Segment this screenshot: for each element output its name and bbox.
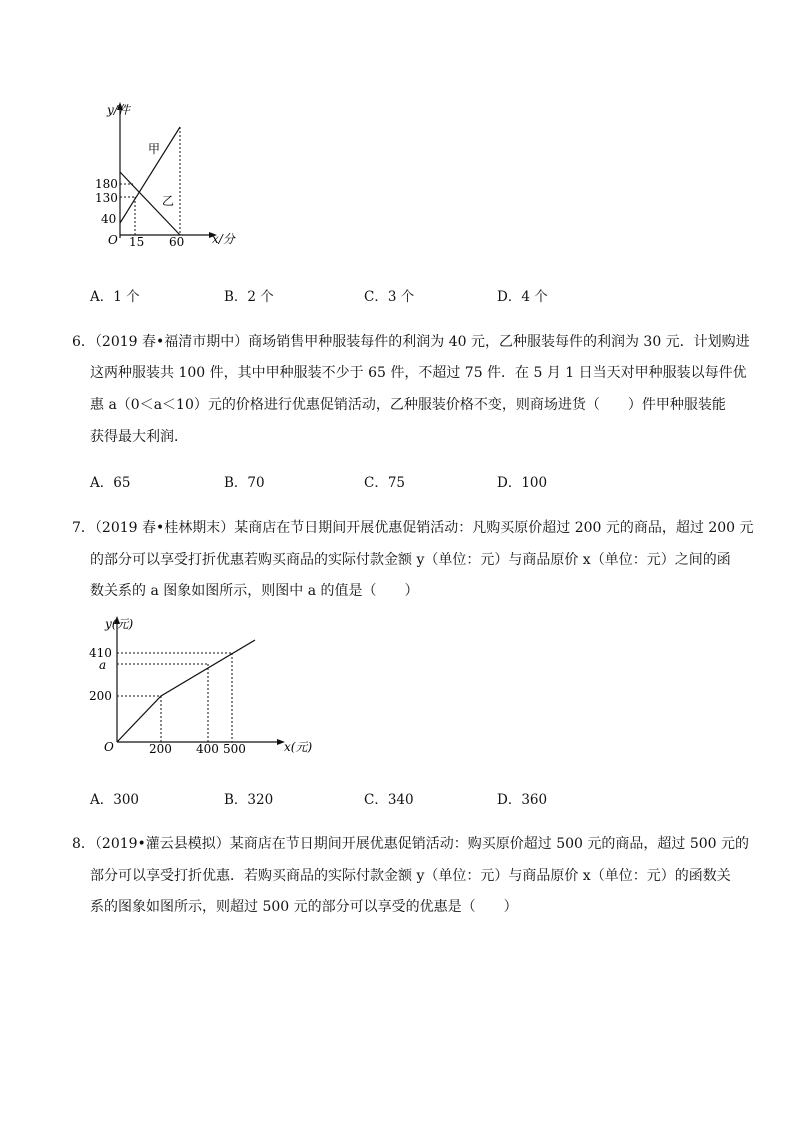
q7-option-c: C．340 xyxy=(364,792,414,808)
x-tick-400: 400 xyxy=(196,742,219,756)
q6-line-4: 获得最大利润． xyxy=(90,429,188,445)
figure-q5-graph xyxy=(95,100,255,250)
q6-option-c: C．75 xyxy=(364,475,406,491)
x-tick-500: 500 xyxy=(223,742,246,756)
label-yi: 乙 xyxy=(162,194,175,208)
q6-option-b: B．70 xyxy=(224,475,265,491)
y-axis-label: y(元) xyxy=(105,617,134,631)
q7-option-b: B．320 xyxy=(224,792,274,808)
y-axis-label: y/件 xyxy=(107,103,130,117)
q7-line-2: 的部分可以享受打折优惠若购买商品的实际付款金额 y（单位：元）与商品原价 x（单位：元）之间的函 xyxy=(90,552,731,568)
q6-line-2: 这两种服装共 100 件，其中甲种服装不少于 65 件，不超过 75 件．在 5 月 1 日当天对甲种服装以每件优 xyxy=(90,365,747,381)
q8-line-3: 系的图象如图所示，则超过 500 元的部分可以享受的优惠是（ ） xyxy=(90,899,518,915)
q7-line-3: 数关系的 a 图象如图所示，则图中 a 的值是（ ） xyxy=(90,583,419,599)
figure-q7-graph xyxy=(85,612,325,757)
x-tick-200: 200 xyxy=(149,742,172,756)
q7-option-d: D．360 xyxy=(497,792,548,808)
q5-option-a: A．1 个 xyxy=(90,289,140,305)
x-tick-60: 60 xyxy=(169,235,185,249)
q8-line-2: 部分可以享受打折优惠．若购买商品的实际付款金额 y（单位：元）与商品原价 x（单位：元）的函数关 xyxy=(90,868,731,884)
q7-line-1: 7．（2019 春•桂林期末）某商店在节日期间开展优惠促销活动：凡购买原价超过 200 元的商品，超过 200 元 xyxy=(72,520,754,536)
y-tick-40: 40 xyxy=(101,212,117,226)
q6-line-3: 惠 a（0＜a＜10）元的价格进行优惠促销活动，乙种服装价格不变，则商场进货（ ）件甲种服装能 xyxy=(90,397,726,413)
origin-label: O xyxy=(108,233,118,247)
origin-label: O xyxy=(104,740,114,754)
y-tick-200: 200 xyxy=(89,689,112,703)
q5-option-d: D．4 个 xyxy=(497,289,548,305)
y-tick-130: 130 xyxy=(95,191,118,205)
q6-line-1: 6．（2019 春•福清市期中）商场销售甲种服装每件的利润为 40 元，乙种服装每件的利润为 30 元．计划购进 xyxy=(72,334,750,350)
q7-option-a: A．300 xyxy=(90,792,140,808)
x-tick-15: 15 xyxy=(129,235,145,249)
label-jia: 甲 xyxy=(148,142,161,156)
q5-option-b: B．2 个 xyxy=(224,289,274,305)
y-tick-180: 180 xyxy=(95,177,118,191)
y-tick-a: a xyxy=(99,658,107,672)
q8-line-1: 8．（2019•灌云县模拟）某商店在节日期间开展优惠促销活动：购买原价超过 500 元的商品，超过 500 元的 xyxy=(72,836,750,852)
q6-option-a: A．65 xyxy=(90,475,131,491)
x-axis-label: x(元) xyxy=(284,740,313,754)
q5-option-c: C．3 个 xyxy=(364,289,415,305)
y-tick-410: 410 xyxy=(89,646,112,660)
price-line xyxy=(117,640,255,742)
q6-option-d: D．100 xyxy=(497,475,548,491)
x-axis-label: x/分 xyxy=(212,232,235,246)
